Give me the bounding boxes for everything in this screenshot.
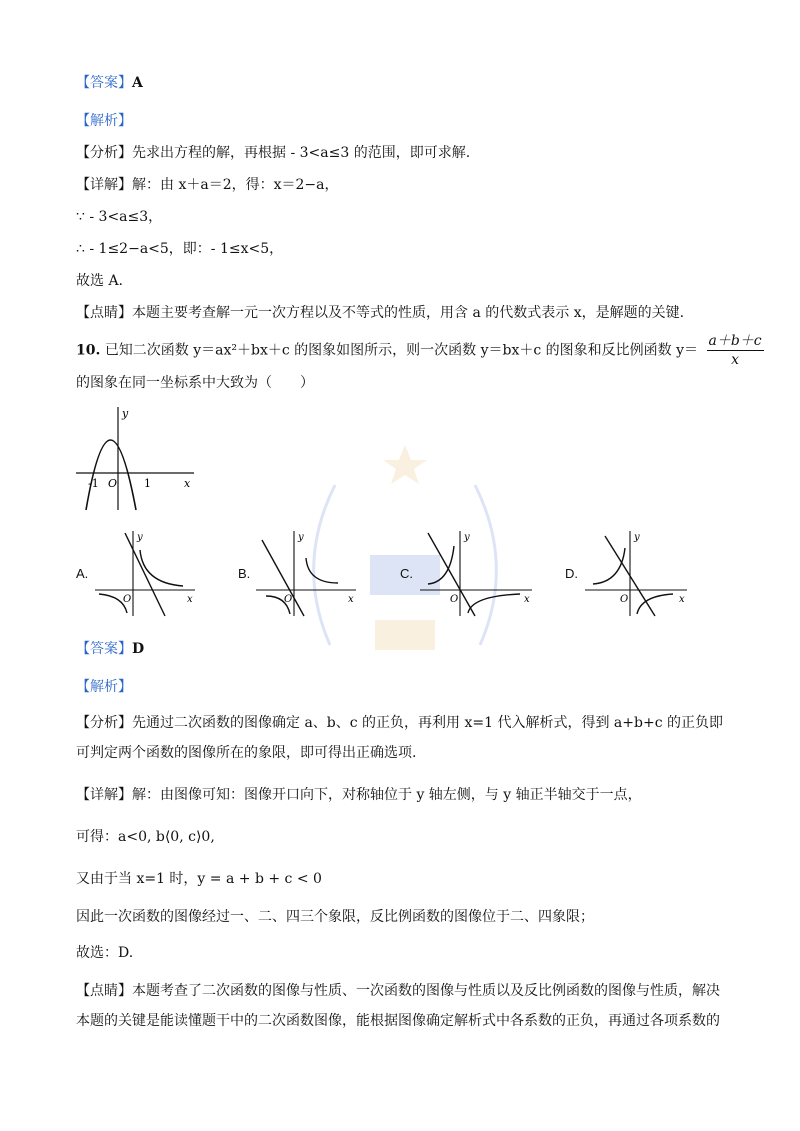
fraction-denominator: x: [731, 352, 740, 368]
option-c-x-label: x: [524, 594, 530, 605]
option-d-x-label: x: [679, 594, 685, 605]
q10-stem-line2: 的图象在同一坐标系中大致为（ ）: [76, 375, 314, 391]
option-b-y-label: y: [298, 532, 304, 543]
q9-choose-line: 故选 A.: [76, 273, 124, 289]
dianjing-text: 本题主要考查解一元一次方程以及不等式的性质，用含 a 的代数式表示 x，是解题的关键.: [132, 305, 685, 321]
option-c-label[interactable]: C.: [400, 566, 413, 581]
analysis-tag: 【解析】: [76, 679, 132, 695]
y-axis-label: y: [122, 407, 129, 420]
q10-xiangjie-line: [76, 784, 642, 806]
option-a-y-label: y: [137, 532, 143, 543]
answer-value: A: [132, 75, 143, 91]
option-c-y-label: y: [464, 532, 470, 543]
option-a-hyperbola-q1: [140, 550, 183, 586]
q9-answer-line: [76, 72, 143, 94]
option-b-hyperbola-q1: [306, 558, 338, 583]
answer-tag: 【答案】: [76, 75, 132, 91]
q10-fenxi-paragraph: [76, 708, 726, 768]
option-a-origin: O: [123, 594, 132, 605]
fenxi-tag: 【分析】: [76, 715, 132, 731]
option-b-x-label: x: [348, 594, 354, 605]
xiangjie-tag: 【详解】: [76, 787, 132, 803]
q10-stem-line1: [76, 332, 764, 369]
q10-yinci-line: 因此一次函数的图像经过一、二、四三个象限，反比例函数的图像位于二、四象限；: [76, 909, 594, 925]
xiangjie-tag: 【详解】: [76, 177, 132, 193]
answer-tag: 【答案】: [76, 641, 132, 657]
analysis-tag: 【解析】: [76, 113, 132, 129]
answer-value: D: [132, 641, 145, 657]
fenxi-tag: 【分析】: [76, 145, 132, 161]
option-b-label[interactable]: B.: [238, 566, 251, 581]
fenxi-text: 先通过二次函数的图像确定 a、b、c 的正负，再利用 x=1 代入解析式，得到 a+b+c 的正负即可判定两个函数的图像所在的象限，即可得出正确选项.: [76, 715, 723, 761]
option-b-origin: O: [284, 594, 293, 605]
option-a-graph[interactable]: [95, 528, 205, 618]
xiangjie-text: 解：由 x＋a＝2，得：x＝2−a，: [132, 177, 339, 193]
option-b-line: [262, 540, 304, 616]
question-number: 10.: [76, 342, 101, 359]
q10-dianjing-paragraph: [76, 976, 726, 1036]
x-axis-label: x: [184, 477, 191, 490]
option-d-graph[interactable]: [585, 528, 695, 618]
q10-youyu-line: 又由于当 x=1 时，y = a + b + c < 0: [76, 871, 322, 887]
one-label: 1: [144, 477, 151, 490]
dianjing-text: 本题考查了二次函数的图像与性质、一次函数的图像与性质以及反比例函数的图像与性质，解决本题的关键是能读懂题干中的二次函数图像，能根据图像确定解析式中各系数的正负，再通过各项系数的: [76, 983, 720, 1029]
xiangjie-text: 解：由图像可知：图像开口向下，对称轴位于 y 轴左侧，与 y 轴正半轴交于一点，: [132, 787, 642, 803]
q10-kede-line: 可得：a<0, b⟨0, c⟩0,: [76, 829, 215, 845]
q10-answer-line: [76, 638, 144, 660]
fenxi-text: 先求出方程的解，再根据 - 3<a≤3 的范围，即可求解.: [132, 145, 471, 161]
option-c-graph[interactable]: [420, 528, 540, 618]
option-d-label[interactable]: D.: [565, 566, 578, 581]
q9-dianjing-line: [76, 302, 684, 324]
q9-because-line: ∵ - 3<a≤3，: [76, 209, 163, 225]
option-c-hyperbola-q2: [428, 546, 454, 584]
option-a-label[interactable]: A.: [76, 566, 89, 581]
option-b-graph[interactable]: [256, 528, 366, 618]
option-d-hyperbola-q2: [593, 548, 625, 584]
option-c-hyperbola-q4: [468, 594, 520, 613]
fraction-numerator: a＋b＋c: [708, 333, 762, 349]
origin-label: O: [108, 477, 118, 490]
option-c-origin: O: [450, 594, 459, 605]
q9-analysis-heading: [76, 110, 132, 132]
neg-one-label: -1: [88, 477, 99, 490]
q9-therefore-line: ∴ - 1≤2−a<5，即：- 1≤x<5，: [76, 241, 284, 257]
parabola-graph: [76, 405, 201, 515]
q9-xiangjie-line: [76, 174, 338, 196]
dianjing-tag: 【点睛】: [76, 305, 132, 321]
option-a-x-label: x: [187, 594, 193, 605]
stem-part1: 已知二次函数 y＝ax²＋bx＋c 的图象如图所示，则一次函数 y＝bx＋c 的图象和反比例函数 y＝: [104, 342, 699, 359]
q9-fenxi-line: [76, 142, 470, 164]
q10-analysis-heading: [76, 676, 132, 698]
stem-fraction: [707, 332, 764, 369]
q10-choose-line: 故选：D.: [76, 945, 134, 961]
option-d-origin: O: [620, 594, 629, 605]
parabola-curve: [86, 440, 136, 510]
option-d-y-label: y: [634, 532, 640, 543]
dianjing-tag: 【点睛】: [76, 983, 132, 999]
